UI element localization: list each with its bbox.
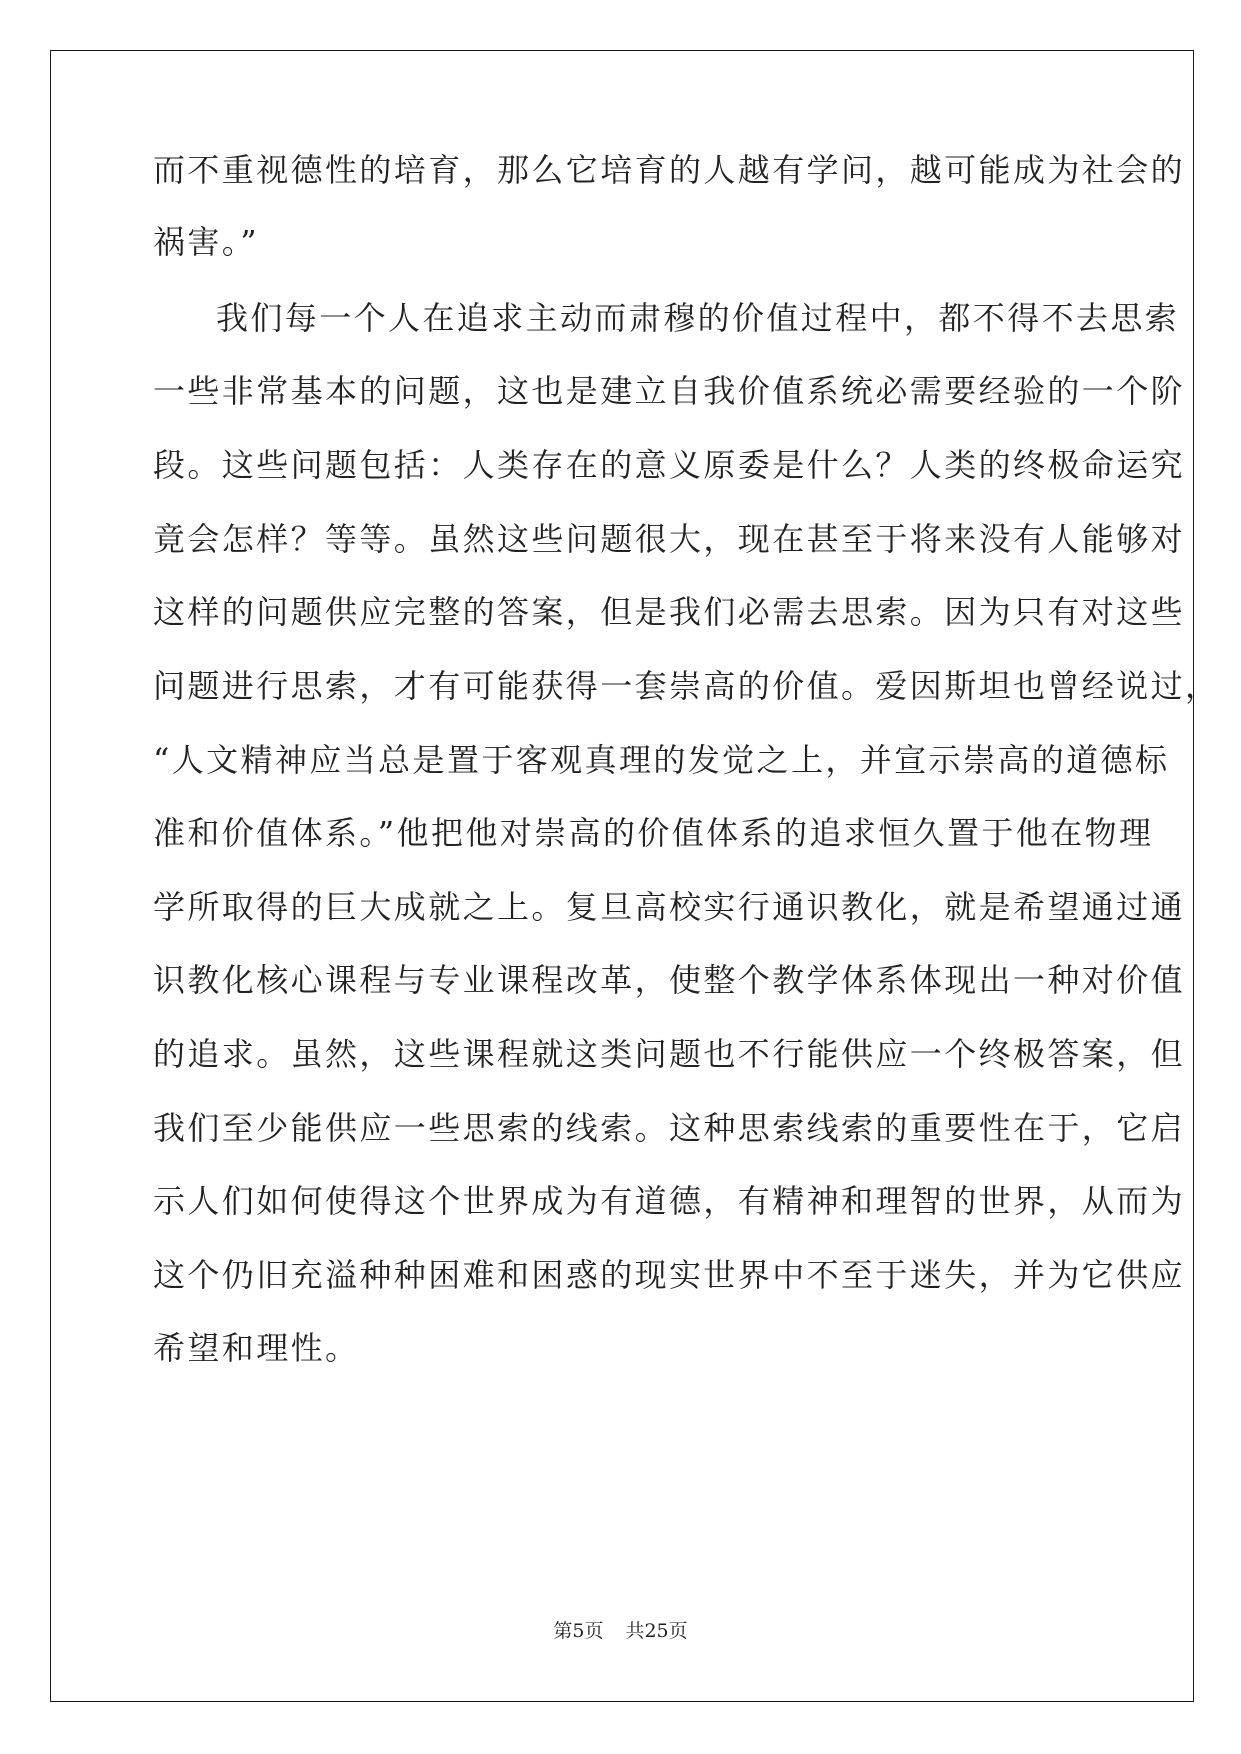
text-line: 段。这些问题包括：人类存在的意义原委是什么？人类的终极命运究 — [153, 446, 1186, 484]
text-line: 学所取得的巨大成就之上。复旦高校实行通识教化，就是希望通过通 — [153, 888, 1186, 926]
text-line: 问题进行思索，才有可能获得一套崇高的价值。爱因斯坦也曾经说过， — [153, 667, 1220, 705]
text-line: 的追求。虽然，这些课程就这类问题也不行能供应一个终极答案，但 — [153, 1035, 1186, 1073]
text-line: 示人们如何使得这个世界成为有道德，有精神和理智的世界，从而为 — [153, 1182, 1186, 1220]
text-line: 一些非常基本的问题，这也是建立自我价值系统必需要经验的一个阶 — [153, 372, 1186, 410]
text-line: “人文精神应当总是置于客观真理的发觉之上，并宣示崇高的道德标 — [153, 741, 1170, 779]
page-total: 共25页 — [625, 1620, 688, 1642]
paragraph-first-line: 我们每一个人在追求主动而肃穆的价值过程中，都不得不去思索 — [216, 299, 1180, 337]
text-line: 希望和理性。 — [153, 1329, 360, 1367]
text-line: 准和价值体系。”他把他对崇高的价值体系的追求恒久置于他在物理 — [153, 814, 1154, 852]
page-footer — [0, 1616, 1241, 1643]
page-number: 第5页 — [553, 1620, 604, 1642]
text-line: 而不重视德性的培育，那么它培育的人越有学问，越可能成为社会的 — [153, 151, 1186, 189]
text-line: 识教化核心课程与专业课程改革，使整个教学体系体现出一种对价值 — [153, 961, 1186, 999]
text-line: 祸害。” — [153, 223, 259, 261]
text-line: 这个仍旧充溢种种困难和困惑的现实世界中不至于迷失，并为它供应 — [153, 1256, 1186, 1294]
text-line: 我们至少能供应一些思索的线索。这种思索线索的重要性在于，它启 — [153, 1109, 1186, 1147]
text-line: 这样的问题供应完整的答案，但是我们必需去思索。因为只有对这些 — [153, 593, 1186, 631]
text-line: 竟会怎样？等等。虽然这些问题很大，现在甚至于将来没有人能够对 — [153, 520, 1186, 558]
